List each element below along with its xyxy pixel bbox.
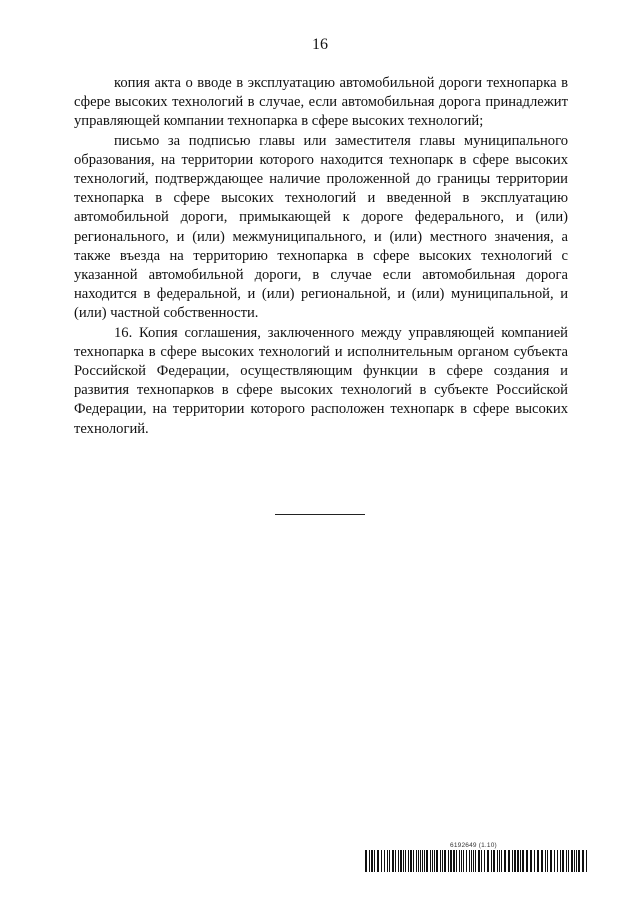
barcode-icon	[365, 850, 588, 872]
document-code: 6192649 (1.10)	[450, 842, 497, 849]
paragraph-agreement-copy: 16. Копия соглашения, заключенного между управляющей компанией технопарка в сфере высоких технологий и исполнительным органом субъекта Российской Федерации, осуществляющим функции в сфере создания и развития технопарков в сфере высоких технологий в субъекте Российской Федерации, на территории которого расположен технопарк в сфере высоких технологий.	[74, 324, 568, 437]
paragraph-letter: письмо за подписью главы или заместителя главы муниципального образования, на территории которого находится технопарк в сфере высоких технологий, подтверждающее наличие проложенной до границы территории технопарка в сфере высоких технологий и введенной в эксплуатацию автомобильной дороги, примыкающей к дороге федерального, и (или) регионального, и (или) межмуниципального, и (или) местного значения, а также въезда на территорию технопарка в сфере высоких технологий с указанной автомобильной дороги, в случае если автомобильная дорога находится в федеральной, и (или) региональной, и (или) муниципальной, и (или) частной собственности.	[74, 132, 568, 322]
paragraph-act-copy: копия акта о вводе в эксплуатацию автомобильной дороги технопарка в сфере высоких технологий в случае, если автомобильная дорога принадлежит управляющей компании технопарка в сфере высоких технологий;	[74, 75, 568, 130]
end-separator-line	[275, 514, 365, 515]
page-number: 16	[312, 36, 328, 53]
document-body	[74, 74, 568, 439]
